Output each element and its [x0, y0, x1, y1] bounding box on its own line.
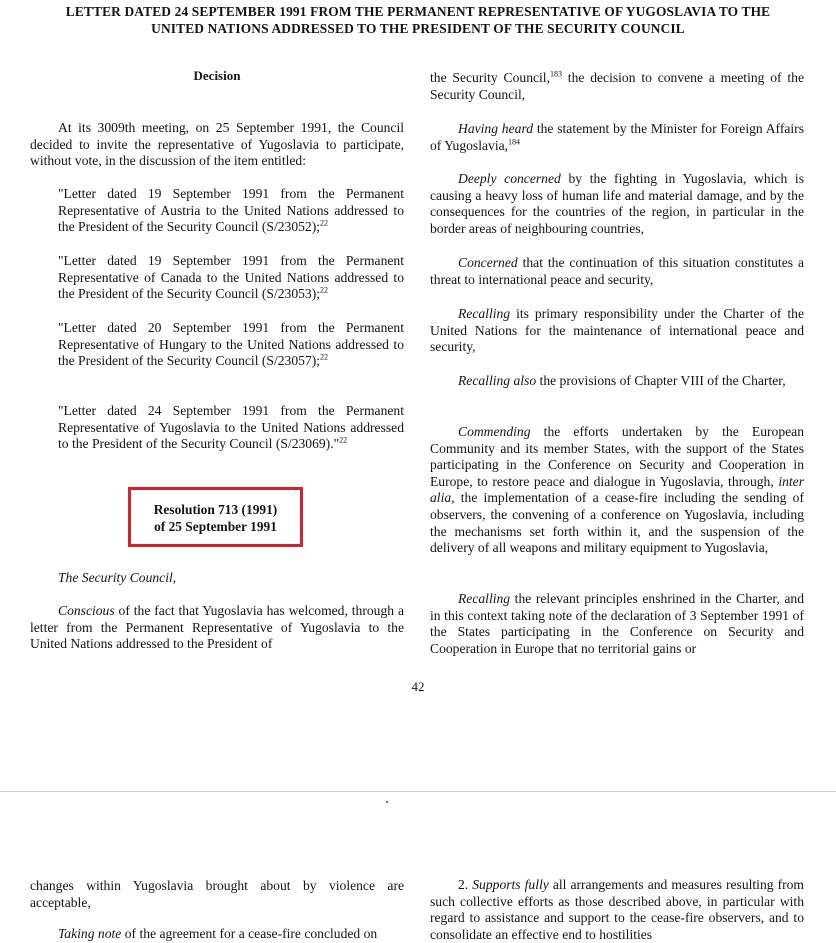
quote-yugoslavia: "Letter dated 24 September 1991 from the Permanent Representative of Yugoslavia to the United Nations addressed to the President of the Security Council (S/23069)."$^{22}$ — [58, 403, 404, 452]
quote-hungary: "Letter dated 20 September 1991 from the Permanent Representative of Hungary to the United Nations addressed to the President of the Security Council (S/23057);$^{22}$ — [58, 320, 404, 369]
next-page-supports-paragraph: 2. Supports fully all arrangements and measures resulting from such collective efforts as those described above, in particular with regard to assistance and support to the cease-fire observers, and to consolidate an effective end to hostilities — [430, 877, 805, 942]
deeply-concerned-paragraph: Deeply concerned by the fighting in Yugoslavia, which is causing a heavy loss of human life and material damage, and by the consequences for the countries of the region, in particular in the border areas of neighbouring countries, — [430, 171, 804, 236]
next-page-taking-note-paragraph: Taking note of the agreement for a cease-fire concluded on — [58, 926, 378, 941]
decision-heading: Decision — [193, 68, 241, 83]
resolution-heading-box — [128, 487, 303, 547]
quote-canada: "Letter dated 19 September 1991 from the Permanent Representative of Canada to the United Nations addressed to the President of the Security Council (S/23053);$^{22}$ — [58, 253, 404, 302]
conscious-paragraph: Conscious of the fact that Yugoslavia has welcomed, through a letter from the Permanent Representative of Yugoslavia to the United Nations addressed to the President of — [30, 603, 404, 652]
recalling-principles-paragraph: Recalling the relevant principles enshrined in the Charter, and in this context taking note of the declaration of 3 September 1991 of the States participating in the Conference on Security and Cooperation in Europe that no territorial gains or — [430, 591, 804, 656]
recalling-responsibility-paragraph: Recalling its primary responsibility under the Charter of the United Nations for the maintenance of international peace and security, — [430, 306, 804, 355]
quote-austria: "Letter dated 19 September 1991 from the Permanent Representative of Austria to the United Nations addressed to the President of the Security Council (S/23052);$^{22}$ — [58, 186, 404, 235]
page-number: 42 — [411, 679, 425, 694]
resolution-date: of 25 September 1991 — [154, 519, 277, 534]
title-line-2: UNITED NATIONS ADDRESSED TO THE PRESIDENT OF THE SECURITY COUNCIL — [151, 21, 685, 36]
next-page-changes-paragraph: changes within Yugoslavia brought about by violence are acceptable, — [30, 878, 404, 910]
resolution-number: Resolution 713 (1991) — [153, 502, 278, 517]
concerned-paragraph: Concerned that the continuation of this situation constitutes a threat to international peace and security, — [430, 255, 804, 287]
recalling-also-paragraph: Recalling also the provisions of Chapter VIII of the Charter, — [458, 373, 786, 388]
page-mark-dot — [386, 801, 388, 803]
page-separator — [0, 791, 836, 792]
commending-paragraph: Commending the efforts undertaken by the European Community and its member States, with the support of the States participating in the Conference on Security and Cooperation in Europe, to restore peace and dialogue in Yugoslavia, through, inter alia, the implementation of a cease-fire including the sending of observers, the convening of a conference on Yugoslavia, including the mechanisms set forth within it, and the suspension of the delivery of all weapons and military equipment to Yugoslavia, — [430, 424, 804, 556]
right-continuation: the Security Council,$^{183}$ the decision to convene a meeting of the Security Council, — [430, 69, 804, 102]
title-line-1: LETTER DATED 24 SEPTEMBER 1991 FROM THE PERMANENT REPRESENTATIVE OF YUGOSLAVIA TO THE — [65, 4, 771, 19]
security-council-preamble: The Security Council, — [58, 570, 177, 585]
decision-intro: At its 3009th meeting, on 25 September 1991, the Council decided to invite the representative of Yugoslavia to participate, without vote, in the discussion of the item entitled: — [30, 120, 404, 169]
document-title — [0, 3, 836, 37]
having-heard-paragraph: Having heard the statement by the Minister for Foreign Affairs of Yugoslavia,$^{184}$ — [430, 121, 804, 153]
